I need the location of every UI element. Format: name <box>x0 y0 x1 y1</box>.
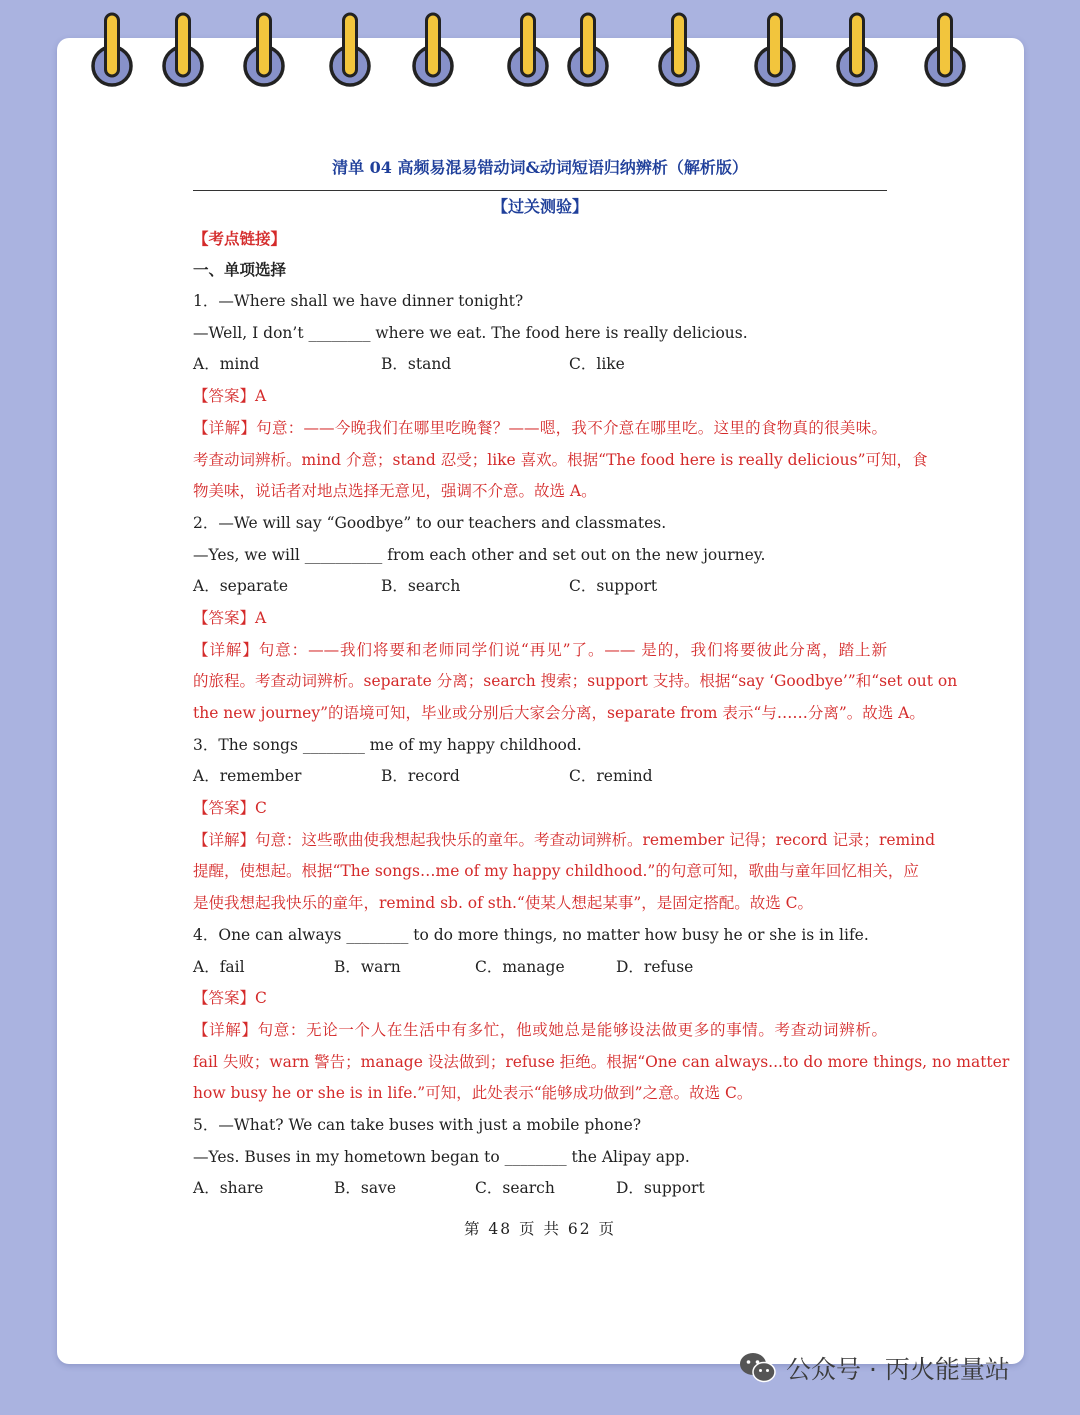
question-text: 3．The songs ________ me of my happy childhood. <box>193 735 582 754</box>
answer-key: 【答案】A <box>193 387 267 406</box>
explanation-line: 【详解】句意：这些歌曲使我想起我快乐的童年。考查动词辨析。remember 记得；record 记录；remind <box>193 830 936 849</box>
answer-key: 【答案】A <box>193 608 267 627</box>
explanation-line: 【详解】句意：——今晚我们在哪里吃晚餐？——嗯，我不介意在哪里吃。这里的食物真的很美味。 <box>193 418 887 437</box>
answer-option: A．fail <box>193 957 245 976</box>
question-list <box>193 286 1010 1205</box>
binding-ring <box>331 14 369 85</box>
binding-ring <box>164 14 202 85</box>
section-heading: 一、单项选择 <box>193 260 287 280</box>
answer-key: 【答案】C <box>193 799 267 818</box>
answer-options <box>193 1173 887 1205</box>
question-text: 5．—What? We can take buses with just a mobile phone? <box>193 1115 642 1134</box>
wechat-icon <box>738 1351 778 1385</box>
answer-option: B．save <box>334 1179 397 1198</box>
answer-options <box>193 952 887 984</box>
binding-ring <box>756 14 794 85</box>
binding-ring <box>93 14 131 85</box>
explanation-line: 是使我想起我快乐的童年，remind sb. of sth.“使某人想起某事”，是固定搭配。故选 C。 <box>193 894 814 913</box>
watermark-text: 公众号 · 丙火能量站 <box>786 1355 1010 1384</box>
answer-option: C．support <box>569 577 658 596</box>
question-text: 1．—Where shall we have dinner tonight? <box>193 292 524 311</box>
binding-ring <box>926 14 964 85</box>
explanation-line: 物美味，说话者对地点选择无意见，强调不介意。故选 A。 <box>193 482 597 501</box>
explanation-line: 提醒，使想起。根据“The songs…me of my happy childhood.”的句意可知，歌曲与童年回忆相关，应 <box>193 862 919 881</box>
answer-option: A．share <box>193 1179 264 1198</box>
question-text: —Yes. Buses in my hometown began to ________ the Alipay app. <box>193 1147 690 1166</box>
binding-ring <box>245 14 283 85</box>
binding-ring <box>509 14 547 85</box>
question-text: 4．One can always ________ to do more things, no matter how busy he or she is in life. <box>193 925 869 944</box>
answer-options <box>193 349 887 381</box>
explanation-line: 的旅程。考查动词辨析。separate 分离；search 搜索；support 支持。根据“say ‘Goodbye’”和“set out on <box>193 672 958 691</box>
answer-option: C．manage <box>475 957 565 976</box>
section-subtitle: 【过关测验】 <box>491 197 588 216</box>
question-text: 2．—We will say “Goodbye” to our teachers and classmates. <box>193 513 667 532</box>
answer-option: B．warn <box>334 957 401 976</box>
page-footer: 第 48 页 共 62 页 <box>463 1220 617 1238</box>
answer-option: D．support <box>616 1179 705 1198</box>
answer-option: B．stand <box>381 355 452 374</box>
explanation-line: how busy he or she is in life.”可知，此处表示“能够成功做到”之意。故选 C。 <box>193 1084 753 1103</box>
watermark <box>738 1348 1010 1388</box>
answer-options <box>193 761 887 793</box>
answer-option: C．like <box>569 355 625 374</box>
explanation-line: 【详解】句意：——我们将要和老师同学们说“再见”了。—— 是的，我们将要彼此分离，踏上新 <box>193 640 887 659</box>
answer-option: B．search <box>381 577 461 596</box>
answer-option: A．separate <box>193 577 289 596</box>
answer-option: C．search <box>475 1179 555 1198</box>
document-title: 清单 04 高频易混易错动词&动词短语归纳辨析（解析版） <box>332 158 748 177</box>
question-text: —Well, I don’t ________ where we eat. The food here is really delicious. <box>193 323 748 342</box>
document-content <box>193 150 1010 1239</box>
explanation-line: fail 失败；warn 警告；manage 设法做到；refuse 拒绝。根据“One can always...to do more things, no matter <box>193 1052 1010 1071</box>
question-text: —Yes, we will __________ from each other and set out on the new journey. <box>193 545 766 564</box>
explanation-line: 考查动词辨析。mind 介意；stand 忍受；like 喜欢。根据“The food here is really delicious”可知，食 <box>193 450 928 469</box>
section-tag: 【考点链接】 <box>193 228 287 248</box>
binding-ring <box>838 14 876 85</box>
binding-ring <box>660 14 698 85</box>
answer-key: 【答案】C <box>193 989 267 1008</box>
answer-option: A．remember <box>193 767 302 786</box>
binding-ring <box>569 14 607 85</box>
answer-options <box>193 571 887 603</box>
answer-option: B．record <box>381 767 460 786</box>
answer-option: C．remind <box>569 767 653 786</box>
answer-option: D．refuse <box>616 957 694 976</box>
spiral-binding <box>0 0 1080 100</box>
answer-option: A．mind <box>193 355 260 374</box>
binding-ring <box>414 14 452 85</box>
explanation-line: the new journey”的语境可知，毕业或分别后大家会分离，separate from 表示“与……分离”。故选 A。 <box>193 704 925 722</box>
explanation-line: 【详解】句意：无论一个人在生活中有多忙，他或她总是能够设法做更多的事情。考查动词辨析。 <box>193 1020 887 1039</box>
